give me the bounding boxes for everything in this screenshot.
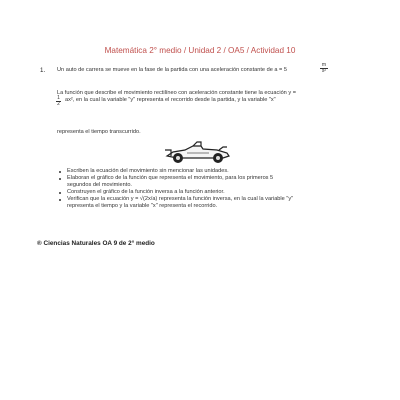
section-heading: ® Ciencias Naturales OA 9 de 2° medio	[37, 240, 155, 247]
task-item: Construyen el gráfico de la función inversa a la función anterior.	[57, 189, 357, 196]
function-line-1: La función que describe el movimiento rectilíneo con aceleración constante tiene la ecuación y =	[57, 90, 296, 96]
acceleration-unit	[320, 63, 328, 74]
task-item: Verifican que la ecuación y = √(2x/a) representa la función inversa, en la cual la variable "y" representa el tiempo y la variable "x" representa el recorrido.	[57, 196, 357, 210]
task-item: Escriben la ecuación del movimiento sin mencionar las unidades.	[57, 168, 357, 175]
bullet-icon	[59, 192, 61, 194]
bullet-icon	[59, 171, 61, 173]
function-description	[57, 90, 357, 104]
unit-denominator: s²	[321, 68, 327, 74]
half-coefficient	[56, 96, 61, 107]
page-title: Matemática 2° medio / Unidad 2 / OA5 / Actividad 10	[104, 46, 296, 55]
problem-text: Un auto de carrera se mueve en la fase de la partida con una aceleración constante de a = 5	[57, 67, 287, 73]
coef-denominator: 2	[57, 101, 60, 107]
race-car-icon	[163, 137, 233, 167]
bullet-icon	[59, 178, 61, 180]
task-item: Elaboran el gráfico de la función que representa el movimiento, para los primeros 5 segundos del movimiento.	[57, 175, 357, 189]
function-line-2: ax², en la cual la variable "y" representa el recorrido desde la partida, y la variable "x"	[65, 97, 276, 103]
item-number: 1.	[40, 67, 46, 74]
task-list	[57, 168, 357, 210]
bullet-icon	[59, 199, 61, 201]
time-variable-text: representa el tiempo transcurrido.	[57, 129, 141, 135]
unit-numerator: m	[321, 62, 327, 68]
problem-statement	[57, 67, 357, 74]
coef-numerator: 1	[57, 95, 60, 101]
